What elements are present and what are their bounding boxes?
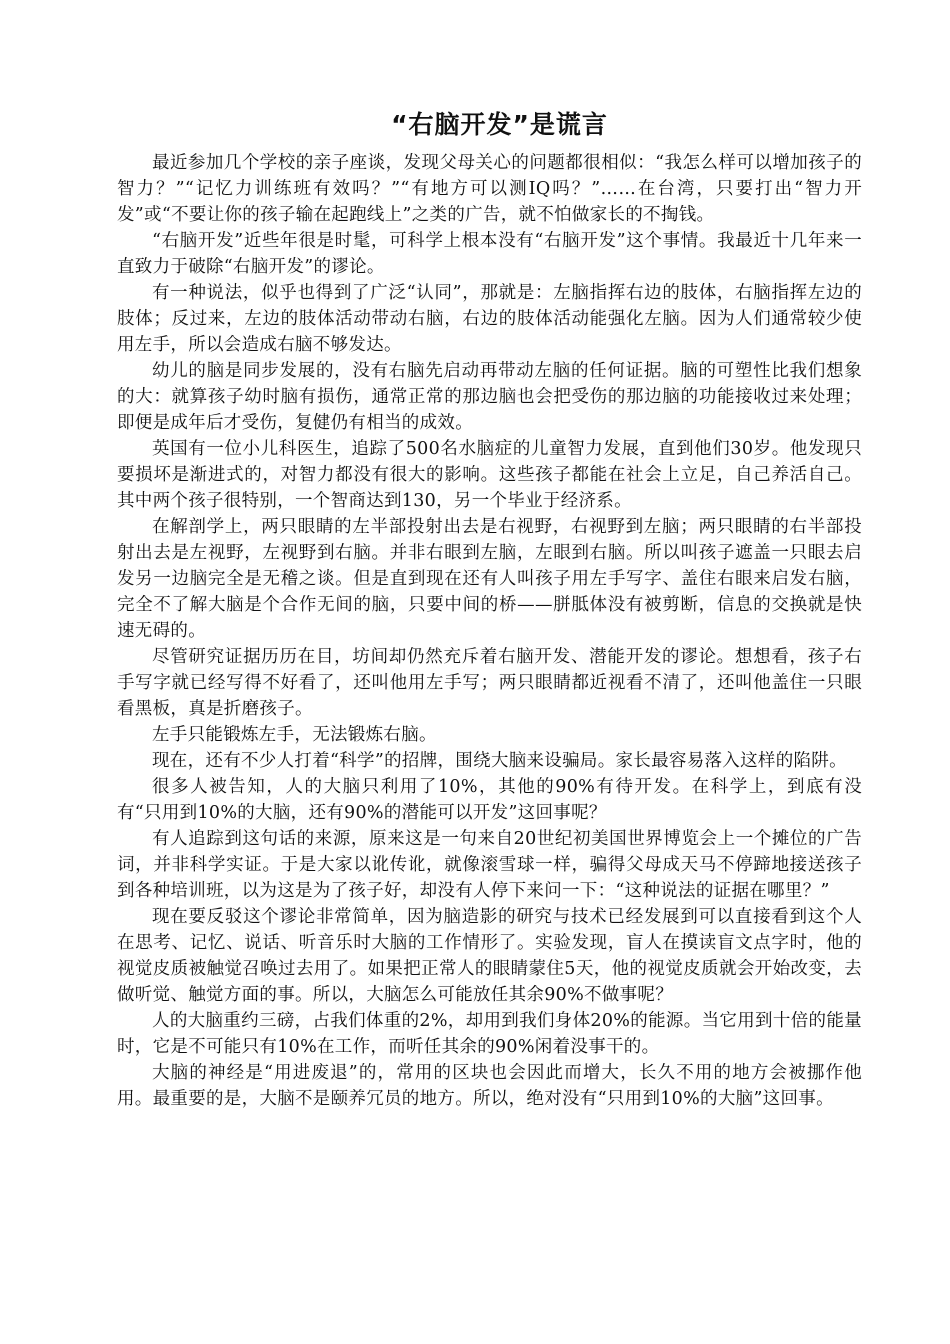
paragraph: 大脑的神经是“用进废退”的，常用的区块也会因此而增大，长久不用的地方会被挪作他用。最重要的是，大脑不是颐养冗员的地方。所以，绝对没有“只用到10%的大脑”这回事。: [117, 1063, 862, 1109]
document-page: [117, 108, 862, 1112]
paragraph: 人的大脑重约三磅，占我们体重的2%，却用到我们身体20%的能源。当它用到十倍的能量时，它是不可能只有10%在工作，而听任其余的90%闲着没事干的。: [117, 1011, 862, 1057]
paragraph: 现在，还有不少人打着“科学”的招牌，围绕大脑来设骗局。家长最容易落入这样的陷阱。: [152, 751, 847, 771]
paragraph: 左手只能锻炼左手，无法锻炼右脑。: [152, 725, 437, 745]
paragraph: 尽管研究证据历历在目，坊间却仍然充斥着右脑开发、潜能开发的谬论。想想看，孩子右手写字就已经写得不好看了，还叫他用左手写；两只眼睛都近视看不清了，还叫他盖住一只眼看黑板，真是折磨孩子。: [117, 647, 862, 719]
document-body: [117, 150, 862, 1112]
paragraph: 有一种说法，似乎也得到了广泛“认同”，那就是：左脑指挥右边的肢体，右脑指挥左边的肢体；反过来，左边的肢体活动带动右脑，右边的肢体活动能强化左脑。因为人们通常较少使用左手，所以会造成右脑不够发达。: [117, 283, 862, 355]
paragraph: “右脑开发”近些年很是时髦，可科学上根本没有“右脑开发”这个事情。我最近十几年来一直致力于破除“右脑开发”的谬论。: [117, 231, 862, 277]
paragraph: 有人追踪到这句话的来源，原来这是一句来自20世纪初美国世界博览会上一个摊位的广告词，并非科学实证。于是大家以讹传讹，就像滚雪球一样，骗得父母成天马不停蹄地接送孩子到各种培训班，以为这是为了孩子好，却没有人停下来问一下：“这种说法的证据在哪里？”: [117, 829, 862, 901]
paragraph: 英国有一位小儿科医生，追踪了500名水脑症的儿童智力发展，直到他们30岁。他发现只要损坏是渐进式的，对智力都没有很大的影响。这些孩子都能在社会上立足，自己养活自己。其中两个孩子很特别，一个智商达到130，另一个毕业于经济系。: [117, 439, 862, 511]
paragraph: 在解剖学上，两只眼睛的左半部投射出去是右视野，右视野到左脑；两只眼睛的右半部投射出去是左视野，左视野到右脑。并非右眼到左脑，左眼到右脑。所以叫孩子遮盖一只眼去启发另一边脑完全是无稽之谈。但是直到现在还有人叫孩子用左手写字、盖住右眼来启发右脑，完全不了解大脑是个合作无间的脑，只要中间的桥——胼胝体没有被剪断，信息的交换就是快速无碍的。: [117, 517, 862, 641]
document-title: “右脑开发”是谎言: [391, 110, 608, 139]
paragraph: 很多人被告知，人的大脑只利用了10%，其他的90%有待开发。在科学上，到底有没有“只用到10%的大脑，还有90%的潜能可以开发”这回事呢？: [117, 777, 862, 823]
paragraph: 现在要反驳这个谬论非常简单，因为脑造影的研究与技术已经发展到可以直接看到这个人在思考、记忆、说话、听音乐时大脑的工作情形了。实验发现，盲人在摸读盲文点字时，他的视觉皮质被触觉召唤过去用了。如果把正常人的眼睛蒙住5天，他的视觉皮质就会开始改变，去做听觉、触觉方面的事。所以，大脑怎么可能放任其余90%不做事呢？: [117, 907, 862, 1005]
paragraph: 幼儿的脑是同步发展的，没有右脑先启动再带动左脑的任何证据。脑的可塑性比我们想象的大：就算孩子幼时脑有损伤，通常正常的那边脑也会把受伤的那边脑的功能接收过来处理；即便是成年后才受伤，复健仍有相当的成效。: [117, 361, 862, 433]
paragraph: 最近参加几个学校的亲子座谈，发现父母关心的问题都很相似：“我怎么样可以增加孩子的智力？”“记忆力训练班有效吗？”“有地方可以测IQ吗？”……在台湾，只要打出“智力开发”或“不要让你的孩子输在起跑线上”之类的广告，就不怕做家长的不掏钱。: [117, 153, 862, 225]
